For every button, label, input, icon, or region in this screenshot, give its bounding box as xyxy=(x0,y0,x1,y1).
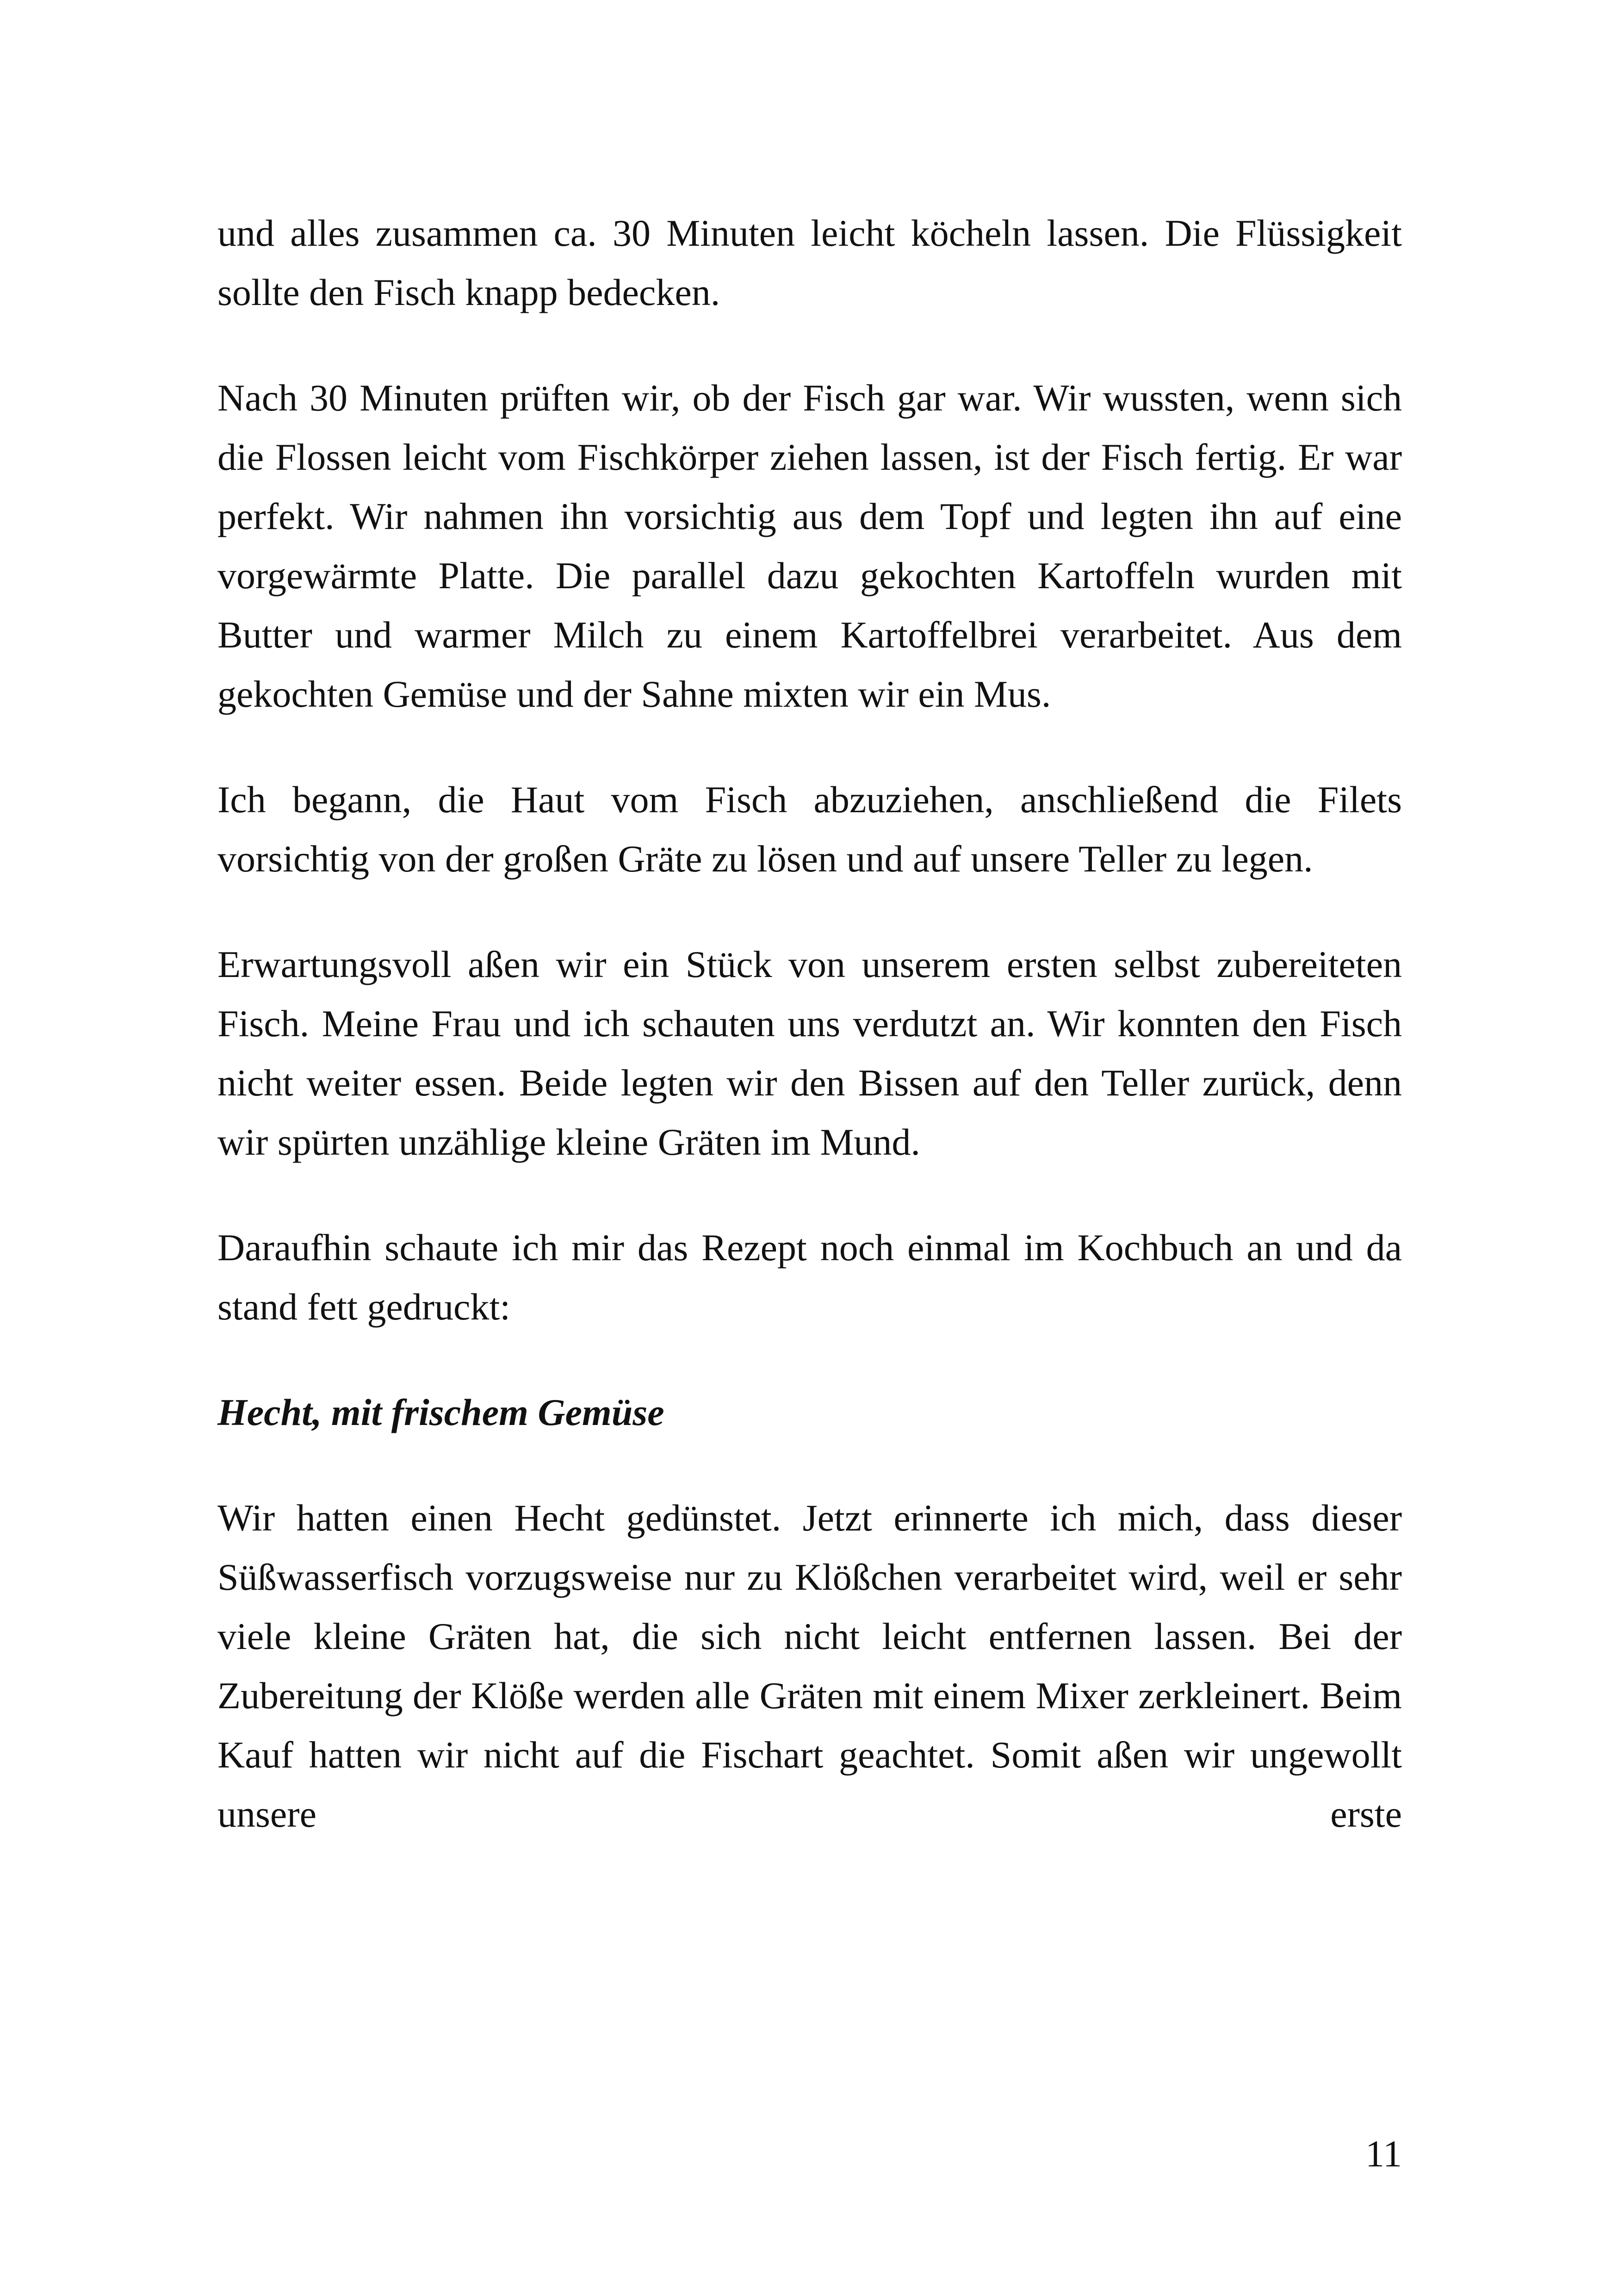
paragraph-6: Wir hatten einen Hecht gedünstet. Jetzt erinnerte ich mich, dass dieser Süßwasserfisch vorzugsweise nur zu Klößchen verarbeitet wird, weil er sehr viele kleine Gräten hat, die sich nicht leicht entfernen lassen. Bei der Zubereitung der Klöße werden alle Gräten mit einem Mixer zerkleinert. Beim Kauf hatten wir nicht auf die Fischart geachtet. Somit aßen wir ungewollt unsere erste xyxy=(217,1497,1402,1835)
page-number: 11 xyxy=(1365,2133,1402,2175)
paragraph-1: und alles zusammen ca. 30 Minuten leicht köcheln lassen. Die Flüssigkeit sollte den Fisch knapp bedecken. xyxy=(217,212,1402,313)
paragraph-5: Daraufhin schaute ich mir das Rezept noch einmal im Kochbuch an und da stand fett gedruckt: xyxy=(217,1226,1402,1328)
page-content xyxy=(217,204,1402,1844)
paragraph-2: Nach 30 Minuten prüften wir, ob der Fisch gar war. Wir wussten, wenn sich die Flossen leicht vom Fischkörper ziehen lassen, ist der Fisch fertig. Er war perfekt. Wir nahmen ihn vorsichtig aus dem Topf und legten ihn auf eine vorgewärmte Platte. Die parallel dazu gekochten Kartoffeln wurden mit Butter und warmer Milch zu einem Kartoffelbrei verarbeitet. Aus dem gekochten Gemüse und der Sahne mixten wir ein Mus. xyxy=(217,377,1402,715)
recipe-heading: Hecht, mit frischem Gemüse xyxy=(217,1391,664,1433)
paragraph-3: Ich begann, die Haut vom Fisch abzuziehen, anschließend die Filets vorsichtig von der großen Gräte zu lösen und auf unsere Teller zu legen. xyxy=(217,778,1402,880)
paragraph-4: Erwartungsvoll aßen wir ein Stück von unserem ersten selbst zubereiteten Fisch. Meine Frau und ich schauten uns verdutzt an. Wir konnten den Fisch nicht weiter essen. Beide legten wir den Bissen auf den Teller zurück, denn wir spürten unzählige kleine Gräten im Mund. xyxy=(217,943,1402,1163)
